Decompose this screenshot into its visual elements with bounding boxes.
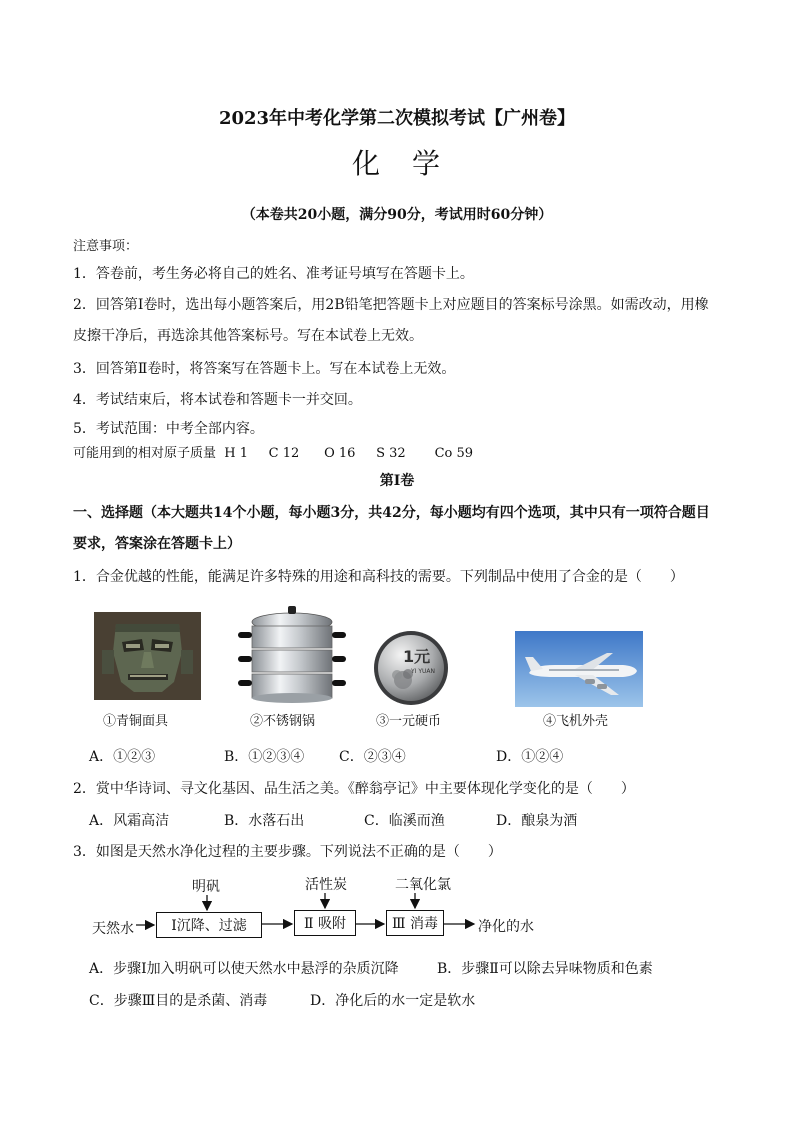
exam-info: （本卷共20小题，满分90分，考试用时60分钟） [241, 207, 553, 223]
note-item: 4．考试结束后，将本试卷和答题卡一并交回。 [73, 392, 362, 408]
q1-option-b: B．①②③④ [224, 749, 305, 765]
notes-heading: 注意事项： [73, 239, 139, 254]
note-item: 5．考试范围：中考全部内容。 [73, 421, 264, 437]
steel-pot-image [234, 600, 351, 704]
caption-coin: ③一元硬币 [376, 714, 442, 729]
q3-stem: 3．如图是天然水净化过程的主要步骤。下列说法不正确的是（ ） [73, 844, 502, 860]
q1-option-a: A．①②③ [89, 749, 156, 765]
note-item: 1．答卷前，考生务必将自己的姓名、准考证号填写在答题卡上。 [73, 266, 474, 282]
airplane-image [515, 631, 643, 707]
note-item: 3．回答第Ⅱ卷时，将答案写在答题卡上。写在本试卷上无效。 [73, 361, 456, 377]
q3-option-c: C．步骤Ⅲ目的是杀菌、消毒 [89, 993, 268, 1009]
exam-title: 2023年中考化学第二次模拟考试【广州卷】 [218, 108, 576, 129]
caption-bronze-mask: ①青铜面具 [103, 714, 169, 729]
q1-option-d: D．①②④ [496, 749, 564, 765]
caption-steel-pot: ②不锈钢锅 [250, 714, 316, 729]
bronze-mask-image [94, 612, 201, 700]
reagent-alum: 明矾 [192, 879, 220, 895]
section-title: 第Ⅰ卷 [379, 473, 415, 489]
reagent-chlorine-dioxide: 二氧化氯 [395, 877, 451, 893]
flow-arrows [0, 870, 794, 950]
q1-option-c: C．②③④ [339, 749, 406, 765]
flow-step-1: Ⅰ沉降、过滤 [156, 912, 262, 938]
q2-option-c: C．临溪而渔 [364, 813, 445, 829]
flow-step-3: Ⅲ 消毒 [386, 910, 444, 936]
atomic-mass-line: 可能用到的相对原子质量 H 1 C 12 O 16 S 32 Co 59 [73, 446, 474, 461]
q2-option-d: D．酿泉为酒 [496, 813, 578, 829]
coin-image [373, 630, 449, 706]
flow-input: 天然水 [92, 921, 134, 937]
coin-sub-text: YI YUAN [411, 668, 435, 675]
reagent-activated-carbon: 活性炭 [305, 877, 347, 893]
q3-option-d: D．净化后的水一定是软水 [310, 993, 476, 1009]
q3-option-a: A．步骤Ⅰ加入明矾可以使天然水中悬浮的杂质沉降 [89, 961, 399, 977]
subject-title: 化 学 [351, 147, 442, 180]
q3-option-b: B．步骤Ⅱ可以除去异味物质和色素 [437, 961, 653, 977]
q2-stem: 2．赏中华诗词、寻文化基因、品生活之美。《醉翁亭记》中主要体现化学变化的是（ ） [73, 781, 635, 797]
purification-flow-diagram [0, 870, 794, 950]
note-item: 皮擦干净后，再选涂其他答案标号。写在本试卷上无效。 [73, 328, 423, 344]
q1-stem: 1．合金优越的性能，能满足许多特殊的用途和高科技的需要。下列制品中使用了合金的是（ ） [73, 569, 684, 585]
q2-option-a: A．风霜高洁 [89, 813, 170, 829]
flow-step-2: Ⅱ 吸附 [294, 910, 356, 936]
q2-option-b: B．水落石出 [224, 813, 305, 829]
section-heading-cont: 要求，答案涂在答题卡上） [73, 536, 241, 552]
flow-output: 净化的水 [478, 919, 534, 935]
coin-value-text: 1元 [403, 647, 431, 666]
note-item: 2．回答第Ⅰ卷时，选出每小题答案后，用2B铅笔把答题卡上对应题目的答案标号涂黑。如需改动，用橡 [73, 297, 709, 313]
caption-airplane: ④飞机外壳 [543, 714, 609, 729]
section-heading: 一、选择题（本大题共14个小题，每小题3分，共42分，每小题均有四个选项，其中只有一项符合题目 [73, 505, 710, 521]
